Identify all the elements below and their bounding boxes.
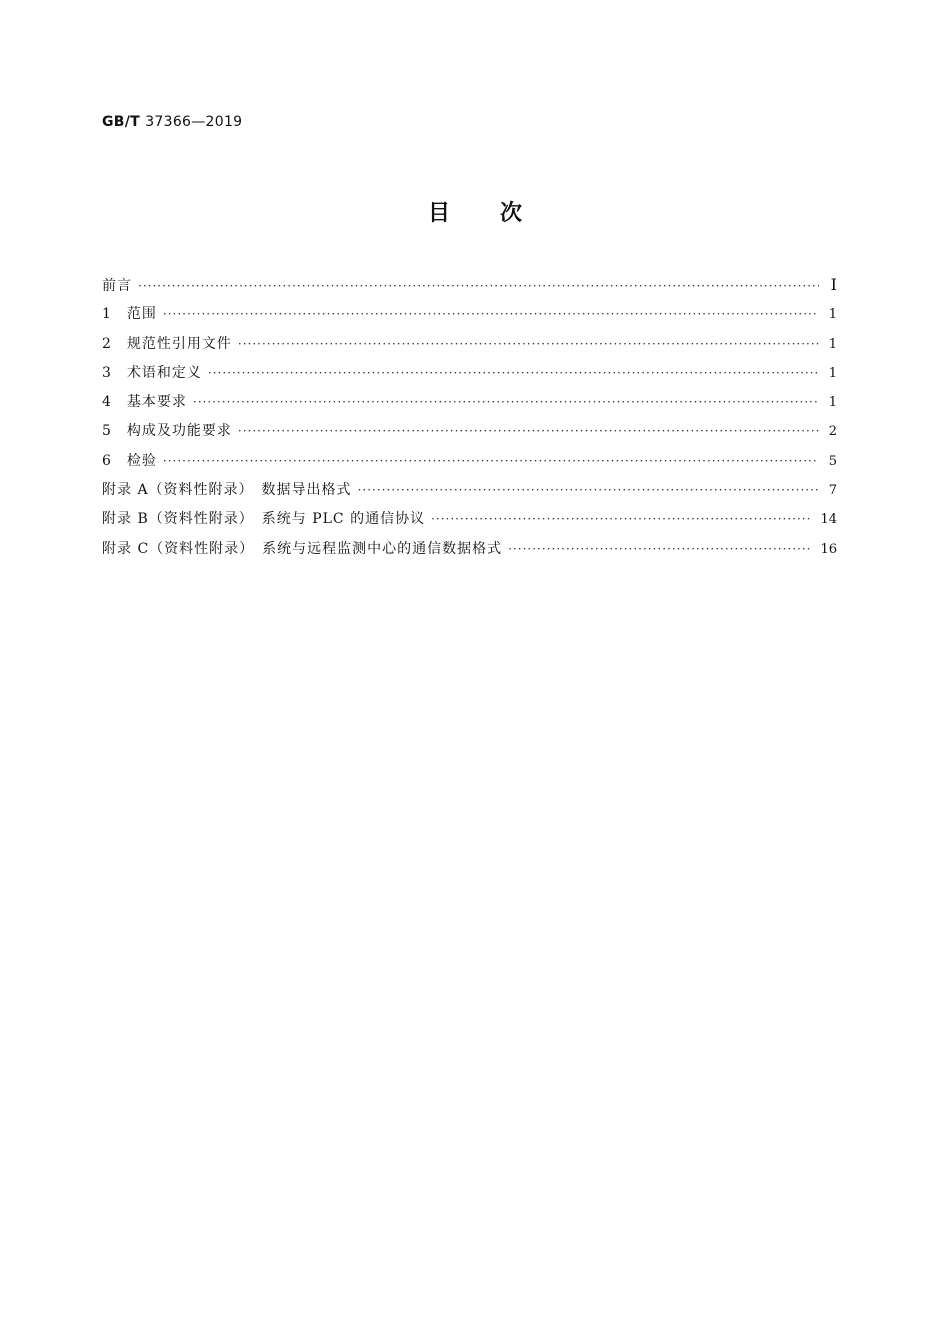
- toc-leader-dots: [431, 506, 812, 532]
- toc-entry-composition[interactable]: [102, 418, 837, 447]
- title-char-2: 次: [500, 201, 523, 226]
- toc-entry-page: 2: [828, 424, 837, 440]
- toc-leader-dots: [138, 273, 819, 299]
- toc-entry-page: 1: [828, 307, 837, 323]
- table-of-contents: [102, 272, 837, 565]
- page-title: [0, 196, 950, 227]
- toc-entry-page: 5: [828, 453, 837, 469]
- toc-entry-label: 附录 B（资料性附录） 系统与 PLC 的通信协议: [102, 511, 426, 528]
- toc-entry-basic-requirements[interactable]: [102, 389, 837, 418]
- toc-leader-dots: [208, 360, 819, 386]
- toc-entry-foreword[interactable]: [102, 272, 837, 301]
- standard-prefix: GB/T: [102, 114, 141, 130]
- toc-leader-dots: [193, 389, 819, 415]
- toc-entry-label: 前言: [102, 278, 132, 294]
- standard-code: 37366—2019: [145, 114, 243, 130]
- toc-entry-label: 3 术语和定义: [102, 364, 202, 381]
- toc-entry-appendix-a[interactable]: [102, 477, 837, 506]
- toc-leader-dots: [238, 418, 819, 444]
- toc-entry-inspection[interactable]: [102, 448, 837, 477]
- toc-entry-label: 附录 A（资料性附录） 数据导出格式: [102, 482, 352, 499]
- standard-number: [102, 114, 242, 130]
- toc-entry-page: 16: [820, 541, 837, 557]
- toc-entry-terms[interactable]: [102, 360, 837, 389]
- toc-entry-label: 6 检验: [102, 452, 157, 469]
- toc-entry-page: 1: [828, 395, 837, 411]
- toc-entry-page: Ⅰ: [830, 275, 837, 294]
- toc-entry-label: 附录 C（资料性附录） 系统与远程监测中心的通信数据格式: [102, 540, 503, 557]
- toc-entry-page: 14: [820, 512, 837, 528]
- toc-entry-page: 1: [828, 365, 837, 381]
- toc-entry-scope[interactable]: [102, 301, 837, 330]
- toc-leader-dots: [163, 448, 819, 474]
- toc-leader-dots: [508, 536, 812, 562]
- title-char-1: 目: [427, 201, 450, 226]
- toc-entry-appendix-b[interactable]: [102, 506, 837, 535]
- toc-entry-appendix-c[interactable]: [102, 536, 837, 565]
- toc-leader-dots: [358, 477, 819, 503]
- toc-entry-page: 1: [828, 336, 837, 352]
- toc-leader-dots: [163, 301, 819, 327]
- toc-entry-normative-references[interactable]: [102, 331, 837, 360]
- toc-entry-label: 4 基本要求: [102, 394, 187, 411]
- toc-entry-label: 5 构成及功能要求: [102, 423, 232, 440]
- toc-entry-label: 2 规范性引用文件: [102, 335, 232, 352]
- toc-entry-page: 7: [828, 483, 837, 499]
- toc-leader-dots: [238, 331, 819, 357]
- toc-entry-label: 1 范围: [102, 306, 157, 323]
